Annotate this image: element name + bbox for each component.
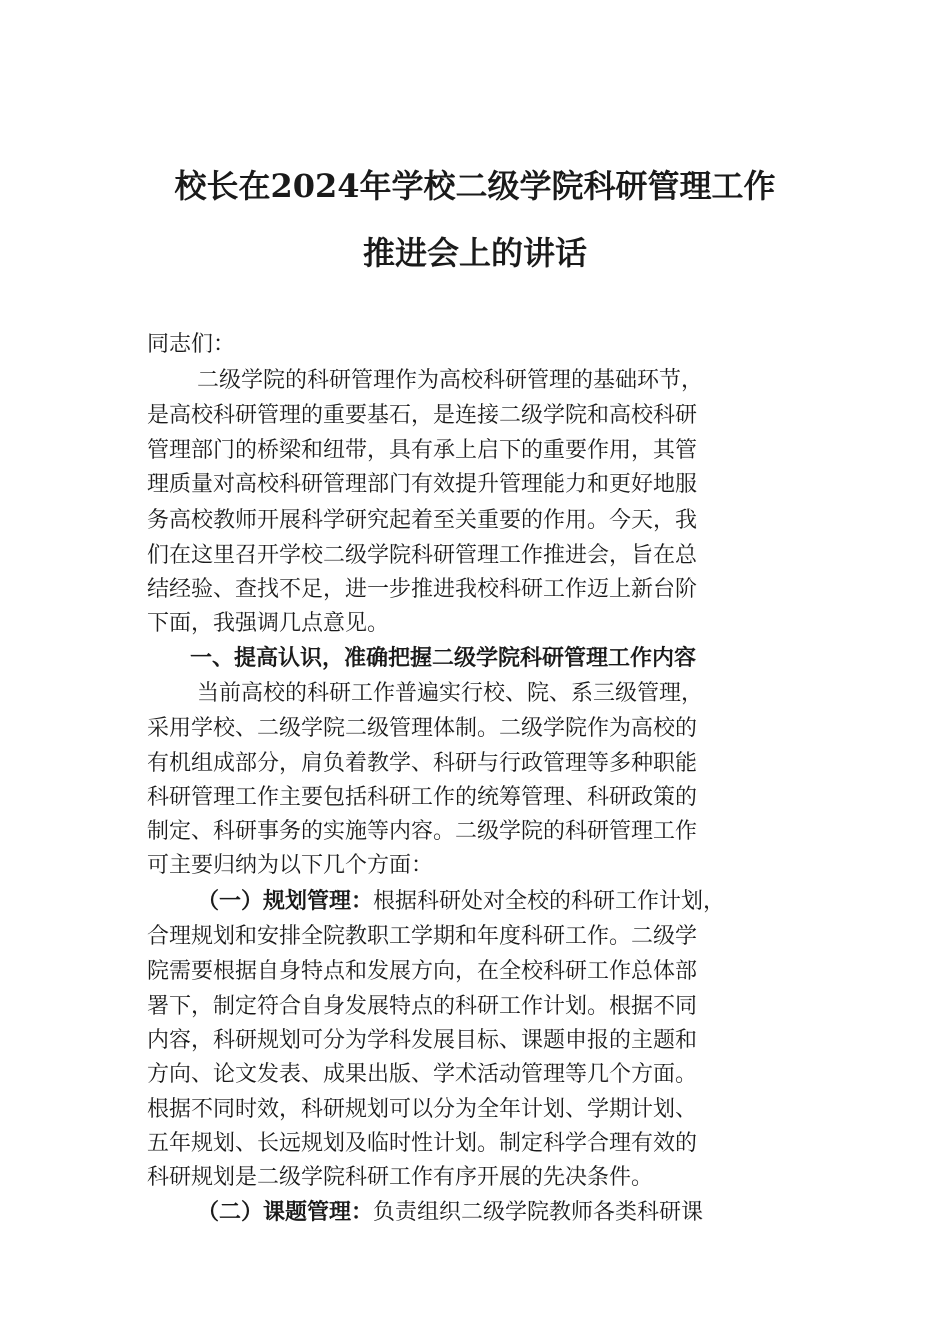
intro-line: 是高校科研管理的重要基石，是连接二级学院和高校科研 (147, 403, 698, 428)
title-line-2: 推进会上的讲话 (362, 234, 587, 272)
title-line-1: 校长在2024年学校二级学院科研管理工作 (174, 167, 776, 205)
item1-label: （一）规划管理： (197, 889, 374, 914)
item1-line: 根据不同时效，科研规划可以分为全年计划、学期计划、 (147, 1097, 698, 1122)
intro-line: 二级学院的科研管理作为高校科研管理的基础环节， (197, 368, 704, 393)
section1-line: 有机组成部分，肩负着教学、科研与行政管理等多种职能 (147, 751, 698, 776)
section1-line: 采用学校、二级学院二级管理体制。二级学院作为高校的 (147, 716, 698, 741)
item1-line: 科研规划是二级学院科研工作有序开展的先决条件。 (147, 1165, 654, 1190)
item1-line: 方向、论文发表、成果出版、学术活动管理等几个方面。 (147, 1062, 698, 1087)
section1-line: 制定、科研事务的实施等内容。二级学院的科研管理工作 (147, 819, 698, 844)
item2-first-line (197, 1197, 857, 1229)
item1-line: 院需要根据自身特点和发展方向，在全校科研工作总体部 (147, 959, 698, 984)
item1-line: 五年规划、长远规划及临时性计划。制定科学合理有效的 (147, 1131, 698, 1156)
intro-line: 下面，我强调几点意见。 (147, 611, 390, 636)
item1-line: 合理规划和安排全院教职工学期和年度科研工作。二级学 (147, 924, 698, 949)
section1-line: 可主要归纳为以下几个方面： (147, 853, 434, 878)
item1-line: 署下，制定符合自身发展特点的科研工作计划。根据不同 (147, 994, 698, 1019)
item1-line: 内容，科研规划可分为学科发展目标、课题申报的主题和 (147, 1028, 698, 1053)
item1-first-line (197, 886, 857, 918)
intro-line: 管理部门的桥梁和纽带，具有承上启下的重要作用，其管 (147, 438, 698, 463)
section-heading-1: 一、提高认识，准确把握二级学院科研管理工作内容 (190, 646, 697, 671)
item2-label: （二）课题管理： (197, 1200, 374, 1225)
intro-line: 理质量对高校科研管理部门有效提升管理能力和更好地服 (147, 472, 698, 497)
intro-line: 务高校教师开展科学研究起着至关重要的作用。今天，我 (147, 508, 698, 533)
item1-first-text: 根据科研处对全校的科研工作计划， (373, 889, 726, 914)
item2-first-text: 负责组织二级学院教师各类科研课 (373, 1200, 704, 1225)
intro-line: 们在这里召开学校二级学院科研管理工作推进会，旨在总 (147, 543, 698, 568)
intro-line: 结经验、查找不足，进一步推进我校科研工作迈上新台阶 (147, 577, 698, 602)
salutation: 同志们： (147, 332, 236, 357)
section1-line: 科研管理工作主要包括科研工作的统筹管理、科研政策的 (147, 785, 698, 810)
section1-line: 当前高校的科研工作普遍实行校、院、系三级管理， (197, 681, 704, 706)
